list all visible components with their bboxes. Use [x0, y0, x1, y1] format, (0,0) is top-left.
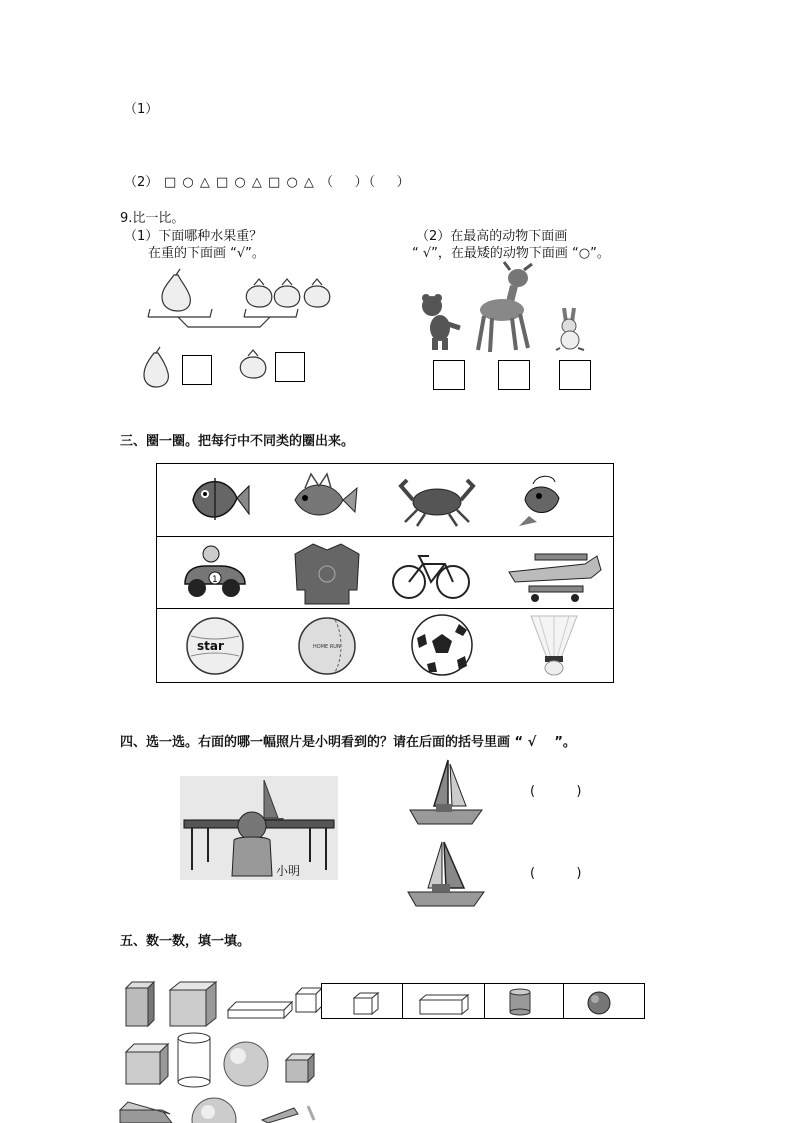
soccer-ball-icon[interactable] — [409, 612, 475, 678]
section-5-title: 五、数一数，填一填。 — [120, 934, 251, 949]
rabbit-icon — [552, 306, 588, 352]
cube-header-icon — [352, 992, 380, 1016]
cartoon-fish-icon[interactable] — [187, 470, 251, 530]
section-4-title: 四、选一选。右面的哪一幅照片是小明看到的？请在后面的括号里画 “ √ ”。 — [120, 735, 576, 750]
sweater-icon[interactable] — [291, 540, 361, 606]
row-divider — [157, 608, 613, 609]
xiaoming-photo — [180, 776, 338, 880]
sphere-2-icon — [192, 1098, 236, 1123]
volleyball-star-icon[interactable] — [183, 614, 247, 678]
pear-small-icon — [140, 345, 180, 390]
baseball-icon[interactable] — [295, 614, 359, 678]
cylinder-small-icon — [308, 1106, 314, 1120]
section-3-title: 三、圈一圈。把每行中不同类的圈出来。 — [120, 434, 355, 449]
deer-icon — [474, 262, 542, 354]
sailboat-option-1-icon[interactable] — [406, 756, 486, 830]
sailor-fish-icon[interactable] — [515, 470, 575, 530]
solids-row-1 — [124, 980, 324, 1030]
shuttlecock-icon[interactable] — [521, 612, 587, 680]
item-2-label: （2） — [124, 175, 159, 190]
cuboid-tall-icon — [126, 982, 154, 1026]
airplane-icon[interactable] — [505, 544, 605, 604]
question-9-title: 9.比一比。 — [120, 211, 185, 226]
flat-cuboid-2-icon — [262, 1108, 298, 1123]
shape-sequence: □ ○ △ □ ○ △ □ ○ △ （ ）（ ） — [164, 175, 411, 190]
answer-bracket-2[interactable]: ( ) — [530, 866, 582, 881]
rabbit-answer-box[interactable] — [559, 360, 591, 390]
solids-row-3 — [118, 1090, 338, 1123]
bear-icon — [418, 294, 464, 354]
sphere-icon — [224, 1042, 268, 1086]
item-1-label: （1） — [124, 102, 159, 117]
peach-answer-box[interactable] — [275, 352, 305, 382]
small-cube-2-icon — [286, 1054, 314, 1082]
deer-answer-box[interactable] — [498, 360, 530, 390]
balance-scale-illustration — [140, 265, 340, 335]
cube-icon — [126, 1044, 168, 1084]
slanted-cuboid-icon — [120, 1102, 172, 1123]
peach-icon — [246, 279, 330, 307]
svg-text:star: star — [197, 639, 224, 653]
toy-car-icon[interactable] — [181, 540, 249, 604]
xiaoming-label: 小明 — [276, 864, 301, 878]
answer-bracket-1[interactable]: ( ) — [530, 784, 582, 799]
sailboat-option-2-icon[interactable] — [404, 838, 488, 912]
small-cube-icon — [296, 988, 322, 1012]
cuboid-header-icon — [418, 994, 472, 1016]
cylinder-icon — [178, 1033, 210, 1087]
tropical-fish-icon[interactable] — [289, 470, 359, 530]
svg-text:1: 1 — [212, 575, 218, 585]
q9-part1-line2: 在重的下面画 “√”。 — [148, 246, 265, 261]
bear-answer-box[interactable] — [433, 360, 465, 390]
q9-part2-line1: （2）在最高的动物下面画 — [416, 229, 568, 244]
cylinder-header-icon — [508, 988, 532, 1016]
odd-one-out-table — [156, 463, 614, 683]
bicycle-icon[interactable] — [385, 548, 477, 602]
sphere-header-icon — [586, 990, 612, 1016]
shape-count-table — [321, 983, 645, 1019]
q9-part2-line2: “ √”，在最矮的动物下面画 “○”。 — [412, 246, 610, 261]
peach-small-icon — [238, 348, 272, 384]
q9-part1-line1: （1）下面哪种水果重？ — [124, 229, 263, 244]
pear-answer-box[interactable] — [182, 355, 212, 385]
cube-large-icon — [170, 982, 216, 1026]
solids-row-2 — [122, 1030, 342, 1090]
pear-icon — [162, 269, 190, 311]
scale-beam-icon — [148, 309, 298, 327]
row-divider — [157, 536, 613, 537]
flat-cuboid-icon — [228, 1002, 292, 1018]
svg-text:HOME RUN: HOME RUN — [313, 644, 341, 650]
crab-icon[interactable] — [397, 472, 477, 528]
